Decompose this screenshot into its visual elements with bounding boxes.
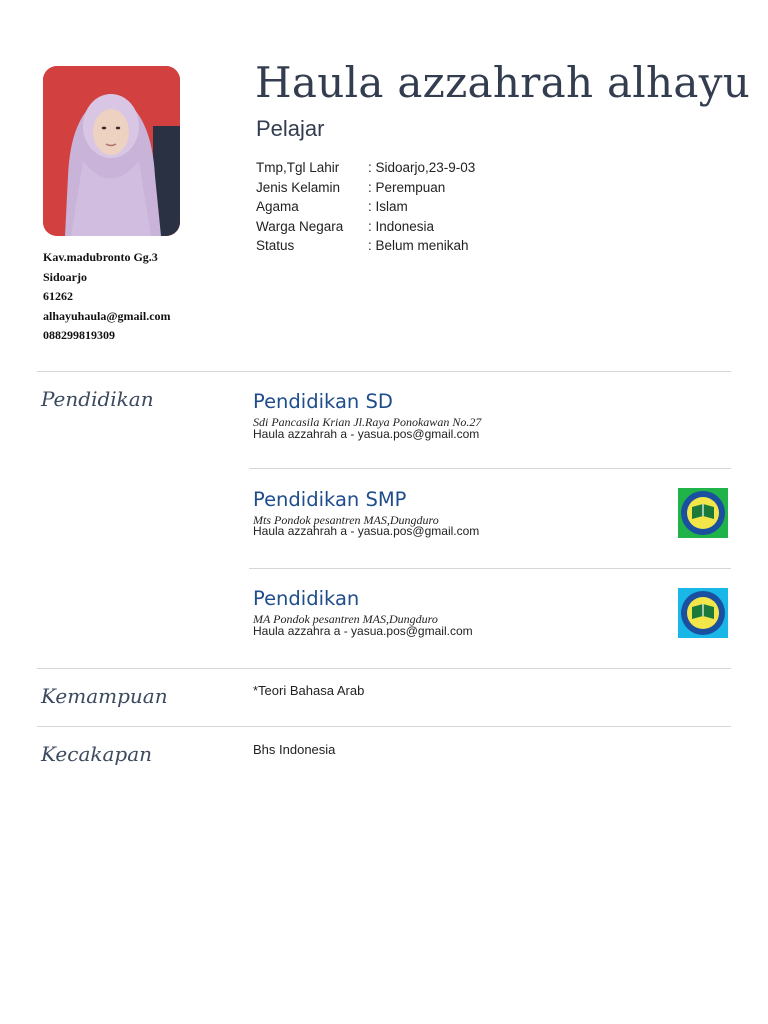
address-line-1: Kav.madubronto Gg.3 xyxy=(43,250,158,264)
school-logo xyxy=(678,588,728,638)
divider xyxy=(249,468,731,469)
full-name: Haula azzahrah alhayu xyxy=(255,58,751,107)
abilities-value: Bhs Indonesia xyxy=(253,742,336,757)
bio-label: Tmp,Tgl Lahir xyxy=(256,160,340,175)
bio-row xyxy=(256,236,475,256)
bio-row xyxy=(256,178,475,198)
bio-value: : Belum menikah xyxy=(368,238,469,254)
divider xyxy=(37,726,731,727)
education-contact: Haula azzahrah a - yasua.pos@gmail.com xyxy=(253,524,480,538)
bio-value: : Islam xyxy=(368,199,408,215)
bio-label: Status xyxy=(256,238,295,254)
contact-info xyxy=(43,248,223,346)
education-title: Pendidikan xyxy=(253,587,360,610)
bio-value: : Indonesia xyxy=(368,218,435,234)
phone-number: 088299819309 xyxy=(43,328,115,343)
section-title-abilities: Kecakapan xyxy=(41,742,153,766)
bio-value: : Sidoarjo,23-9-03 xyxy=(368,160,476,175)
email-address[interactable]: alhayuhaula@gmail.com xyxy=(43,308,171,323)
bio-row xyxy=(256,217,475,237)
bio-row xyxy=(256,158,475,178)
education-school: Mts Pondok pesantren MAS,Dungduro xyxy=(253,513,439,527)
postal-code: 61262 xyxy=(43,289,73,304)
divider xyxy=(37,371,731,372)
personal-details xyxy=(256,158,475,256)
address-line-2: Sidoarjo xyxy=(43,269,88,284)
skills-value: *Teori Bahasa Arab xyxy=(253,683,365,698)
bio-value: : Perempuan xyxy=(368,179,446,195)
bio-label: Agama xyxy=(256,199,299,215)
school-logo xyxy=(678,488,728,538)
education-contact: Haula azzahra a - yasua.pos@gmail.com xyxy=(253,624,473,638)
bio-label: Warga Negara xyxy=(256,218,344,234)
bio-label: Jenis Kelamin xyxy=(256,179,341,195)
divider xyxy=(37,668,731,669)
section-title-education: Pendidikan xyxy=(41,387,154,411)
job-title: Pelajar xyxy=(256,116,325,141)
education-school: MA Pondok pesantren MAS,Dungduro xyxy=(253,612,438,626)
profile-photo xyxy=(43,66,180,236)
education-contact: Haula azzahrah a - yasua.pos@gmail.com xyxy=(253,427,480,441)
education-school: Sdi Pancasila Krian Jl.Raya Ponokawan No.27 xyxy=(253,415,482,429)
section-title-skills: Kemampuan xyxy=(41,684,168,708)
education-title: Pendidikan SD xyxy=(253,390,393,413)
education-title: Pendidikan SMP xyxy=(253,488,407,511)
bio-row xyxy=(256,197,475,217)
divider xyxy=(249,568,731,569)
